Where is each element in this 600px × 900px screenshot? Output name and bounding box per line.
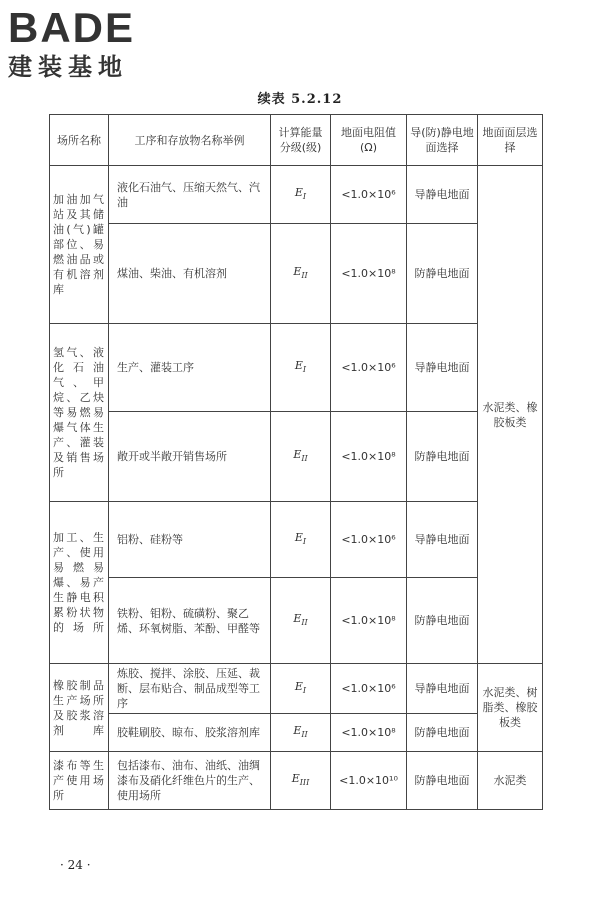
- table-row: [50, 664, 543, 714]
- selection-cell: 防静电地面: [407, 714, 478, 752]
- table-row: [50, 324, 543, 412]
- selection-cell: 导静电地面: [407, 664, 478, 714]
- logo-brand: BADE: [8, 4, 136, 51]
- location-cell: 橡胶制品生产场所及胶浆溶剂库: [50, 664, 109, 752]
- table-row: [50, 166, 543, 224]
- process-cell: 敞开或半敞开销售场所: [109, 412, 271, 502]
- resistance-cell: <1.0×10⁶: [331, 324, 407, 412]
- process-cell: 煤油、柴油、有机溶剂: [109, 224, 271, 324]
- surface-cell: 水泥类、橡胶板类: [478, 166, 543, 664]
- resistance-cell: <1.0×10¹⁰: [331, 752, 407, 810]
- resistance-cell: <1.0×10⁶: [331, 664, 407, 714]
- header-cell: 计算能量分级(级): [271, 115, 331, 166]
- table-caption: 续表 5.2.12: [257, 92, 343, 107]
- page-number: · 24 ·: [60, 858, 91, 872]
- selection-cell: 导静电地面: [407, 502, 478, 578]
- selection-cell: 防静电地面: [407, 578, 478, 664]
- selection-cell: 防静电地面: [407, 224, 478, 324]
- table-row: [50, 224, 543, 324]
- logo-subtitle: 建装基地: [8, 53, 128, 81]
- location-cell: 氢气、液化石油气、甲烷、乙炔等易燃易爆气体生产、灌装及销售场所: [50, 324, 109, 502]
- process-cell: 包括漆布、油布、油纸、油绸漆布及硝化纤维色片的生产、使用场所: [109, 752, 271, 810]
- energy-cell: $E_I$: [271, 324, 331, 412]
- location-cell: 漆布等生产使用场所: [50, 752, 109, 810]
- resistance-cell: <1.0×10⁶: [331, 502, 407, 578]
- logo: [8, 6, 135, 82]
- resistance-cell: <1.0×10⁸: [331, 412, 407, 502]
- selection-cell: 防静电地面: [407, 412, 478, 502]
- resistance-cell: <1.0×10⁸: [331, 578, 407, 664]
- process-cell: 铝粉、硅粉等: [109, 502, 271, 578]
- energy-cell: $E_I$: [271, 502, 331, 578]
- process-cell: 生产、灌装工序: [109, 324, 271, 412]
- resistance-cell: <1.0×10⁸: [331, 714, 407, 752]
- selection-cell: 导静电地面: [407, 166, 478, 224]
- selection-cell: 防静电地面: [407, 752, 478, 810]
- header-cell: 地面电阻值(Ω): [331, 115, 407, 166]
- spec-table: [49, 114, 543, 810]
- resistance-cell: <1.0×10⁸: [331, 224, 407, 324]
- table-row: [50, 752, 543, 810]
- location-cell: 加油加气站及其储油(气)罐部位、易燃油品或有机溶剂库: [50, 166, 109, 324]
- header-row: [50, 115, 543, 166]
- header-cell: 地面面层选择: [478, 115, 543, 166]
- process-cell: 胶鞋刷胶、晾布、胶浆溶剂库: [109, 714, 271, 752]
- resistance-cell: <1.0×10⁶: [331, 166, 407, 224]
- surface-cell: 水泥类、树脂类、橡胶板类: [478, 664, 543, 752]
- header-cell: 场所名称: [50, 115, 109, 166]
- process-cell: 铁粉、钼粉、硫磺粉、聚乙烯、环氧树脂、苯酚、甲醛等: [109, 578, 271, 664]
- header-cell: 工序和存放物名称举例: [109, 115, 271, 166]
- energy-cell: $E_{II}$: [271, 224, 331, 324]
- selection-cell: 导静电地面: [407, 324, 478, 412]
- energy-cell: $E_{II}$: [271, 578, 331, 664]
- energy-cell: $E_I$: [271, 166, 331, 224]
- header-cell: 导(防)静电地面选择: [407, 115, 478, 166]
- table-row: [50, 714, 543, 752]
- energy-cell: $E_{III}$: [271, 752, 331, 810]
- surface-cell: 水泥类: [478, 752, 543, 810]
- energy-cell: $E_{II}$: [271, 412, 331, 502]
- process-cell: 液化石油气、压缩天然气、汽油: [109, 166, 271, 224]
- table-row: [50, 502, 543, 578]
- table-row: [50, 412, 543, 502]
- location-cell: 加工、生产、使用易燃易爆、易产生静电积累粉状物的场所: [50, 502, 109, 664]
- process-cell: 炼胶、搅拌、涂胶、压延、裁断、层布贴合、制品成型等工序: [109, 664, 271, 714]
- table-row: [50, 578, 543, 664]
- energy-cell: $E_I$: [271, 664, 331, 714]
- energy-cell: $E_{II}$: [271, 714, 331, 752]
